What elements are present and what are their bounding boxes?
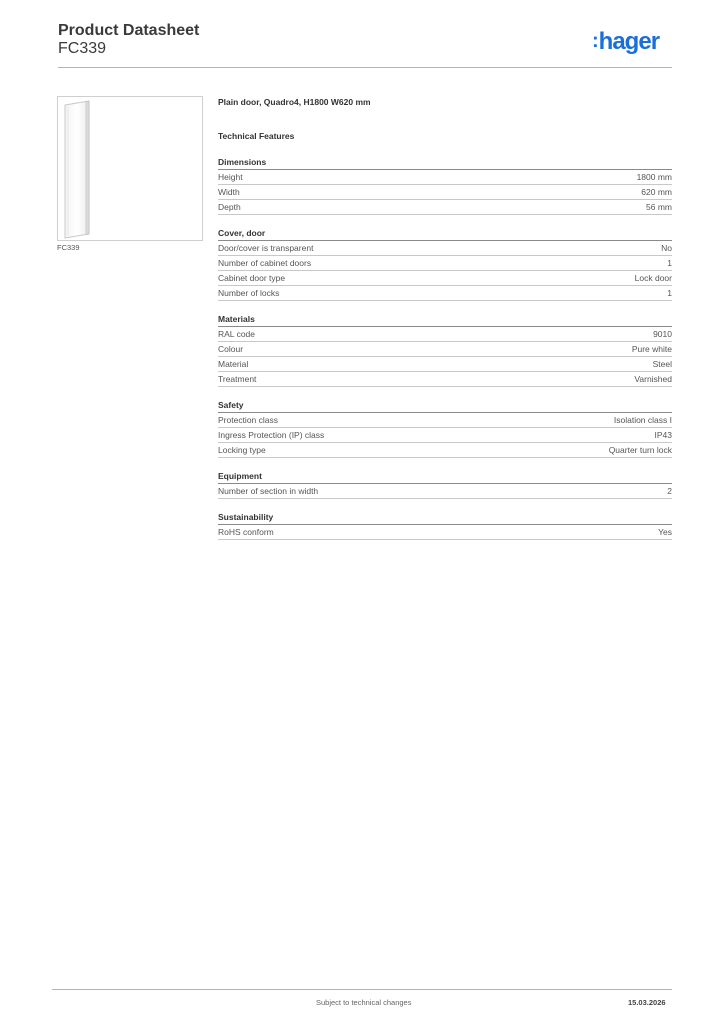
feature-section [218, 470, 672, 499]
feature-value: Varnished [634, 374, 672, 384]
feature-label: Material [218, 359, 249, 369]
feature-label: Treatment [218, 374, 257, 384]
feature-label: Number of cabinet doors [218, 258, 312, 268]
feature-section [218, 399, 672, 458]
footer-note: Subject to technical changes [316, 998, 412, 1007]
feature-label: Cabinet door type [218, 273, 286, 283]
door-illustration-icon [58, 97, 202, 240]
feature-label: Ingress Protection (IP) class [218, 430, 325, 440]
logo-dots-icon: : [592, 30, 598, 52]
section-title: Materials [218, 313, 672, 327]
footer-date: 15.03.2026 [628, 998, 666, 1007]
feature-section [218, 313, 672, 387]
feature-section [218, 156, 672, 215]
feature-value: 1800 mm [636, 172, 672, 182]
feature-label: RoHS conform [218, 527, 274, 537]
technical-features-heading: Technical Features [218, 131, 295, 141]
feature-label: Locking type [218, 445, 266, 455]
feature-row [218, 241, 672, 256]
feature-row [218, 286, 672, 301]
feature-value: Lock door [634, 273, 672, 283]
feature-value: Quarter turn lock [608, 445, 672, 455]
feature-section [218, 227, 672, 301]
feature-row [218, 170, 672, 185]
footer-divider [52, 989, 672, 990]
feature-row [218, 342, 672, 357]
feature-value: 2 [667, 486, 672, 496]
header-divider [58, 67, 672, 68]
feature-row [218, 327, 672, 342]
feature-label: Protection class [218, 415, 278, 425]
image-caption: FC339 [57, 243, 80, 252]
feature-row [218, 271, 672, 286]
feature-value: 1 [667, 258, 672, 268]
section-title: Safety [218, 399, 672, 413]
feature-row [218, 200, 672, 215]
section-title: Sustainability [218, 511, 672, 525]
feature-sections [218, 156, 672, 540]
feature-row [218, 484, 672, 499]
section-title: Equipment [218, 470, 672, 484]
feature-value: 1 [667, 288, 672, 298]
feature-value: IP43 [654, 430, 672, 440]
page-title: Product Datasheet [58, 22, 200, 39]
section-title: Cover, door [218, 227, 672, 241]
feature-label: Number of section in width [218, 486, 319, 496]
logo-text: hager [598, 28, 660, 55]
feature-label: RAL code [218, 329, 256, 339]
feature-row [218, 357, 672, 372]
datasheet-content [218, 96, 672, 540]
product-code: FC339 [58, 40, 107, 57]
feature-row [218, 428, 672, 443]
feature-value: Steel [652, 359, 672, 369]
section-title: Dimensions [218, 156, 672, 170]
feature-value: 9010 [653, 329, 672, 339]
feature-label: Colour [218, 344, 244, 354]
feature-value: 56 mm [646, 202, 672, 212]
feature-label: Number of locks [218, 288, 280, 298]
feature-label: Height [218, 172, 243, 182]
feature-row [218, 525, 672, 540]
feature-row [218, 256, 672, 271]
feature-row [218, 185, 672, 200]
feature-label: Depth [218, 202, 241, 212]
feature-value: 620 mm [641, 187, 672, 197]
feature-value: Pure white [631, 344, 672, 354]
hager-logo [592, 27, 659, 56]
product-image [57, 96, 203, 241]
feature-value: Yes [658, 527, 672, 537]
product-title: Plain door, Quadro4, H1800 W620 mm [218, 97, 371, 107]
feature-row [218, 413, 672, 428]
feature-label: Door/cover is transparent [218, 243, 314, 253]
feature-row [218, 443, 672, 458]
feature-value: No [661, 243, 672, 253]
feature-label: Width [218, 187, 240, 197]
feature-value: Isolation class I [613, 415, 672, 425]
feature-row [218, 372, 672, 387]
feature-section [218, 511, 672, 540]
